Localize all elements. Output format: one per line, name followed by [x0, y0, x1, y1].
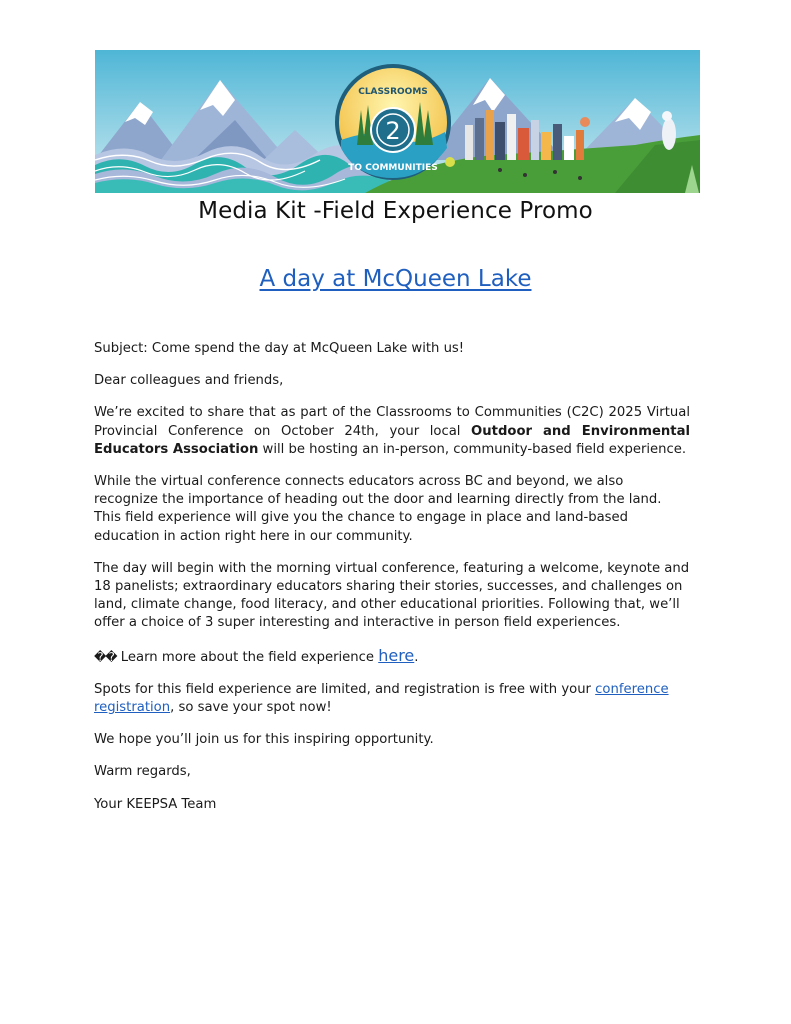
virtual-conference-paragraph: While the virtual conference connects educators across BC and beyond, we also recognize the importance of heading out the door and learning directly from the land. This field experience will give you the chance to engage in place and land-based education in action right here in our community. [94, 474, 662, 544]
subject-line: Subject: Come spend the day at McQueen Lake with us! [94, 341, 465, 356]
hope-line: We hope you’ll join us for this inspiring opportunity. [94, 732, 434, 748]
intro-text-end: will be hosting an in-person, community-based field experience. [258, 441, 687, 457]
learn-more-line [94, 647, 690, 667]
learn-more-period: . [414, 649, 419, 665]
conference-registration-link[interactable]: conference registration [94, 681, 669, 716]
intro-paragraph [94, 404, 690, 459]
c2c-logo [335, 64, 451, 180]
learn-more-text: Learn more about the field experience [116, 649, 379, 665]
spots-text-end: , so save your spot now! [170, 700, 332, 716]
spots-text: Spots for this field experience are limited, and registration is free with your [94, 681, 596, 697]
unknown-glyph-icon: �� [94, 649, 117, 664]
header-banner-image [95, 50, 700, 193]
intro-text: We’re excited to share that as part of the Classrooms to Communities (C2C) 2025 Virtual Provincial Conference on October 24th, your local [94, 405, 690, 439]
closing-line: Warm regards, [94, 764, 191, 780]
schedule-paragraph: The day will begin with the morning virtual conference, featuring a welcome, keynote and 18 panelists; extraordinary educators sharing their stories, successes, and challenges on land, climate change, food literacy, and other educational priorities. Following that, we’ll offer a choice of 3 super interesting and interactive in person field experiences. [94, 560, 690, 631]
event-title-link[interactable]: A day at McQueen Lake [259, 266, 532, 292]
association-name: Outdoor and Environmental Educators Association [94, 423, 690, 457]
document-title: Media Kit -Field Experience Promo [198, 198, 593, 224]
signature: Your KEEPSA Team [94, 796, 217, 812]
spots-paragraph [94, 681, 690, 717]
email-body [94, 340, 690, 828]
svg-text:CLASSROOMS: CLASSROOMS [358, 87, 428, 97]
greeting: Dear colleagues and friends, [94, 373, 284, 389]
svg-text:2: 2 [385, 117, 401, 145]
event-title [0, 266, 791, 292]
svg-text:TO COMMUNITIES: TO COMMUNITIES [348, 163, 438, 173]
here-link[interactable]: here [378, 645, 415, 665]
